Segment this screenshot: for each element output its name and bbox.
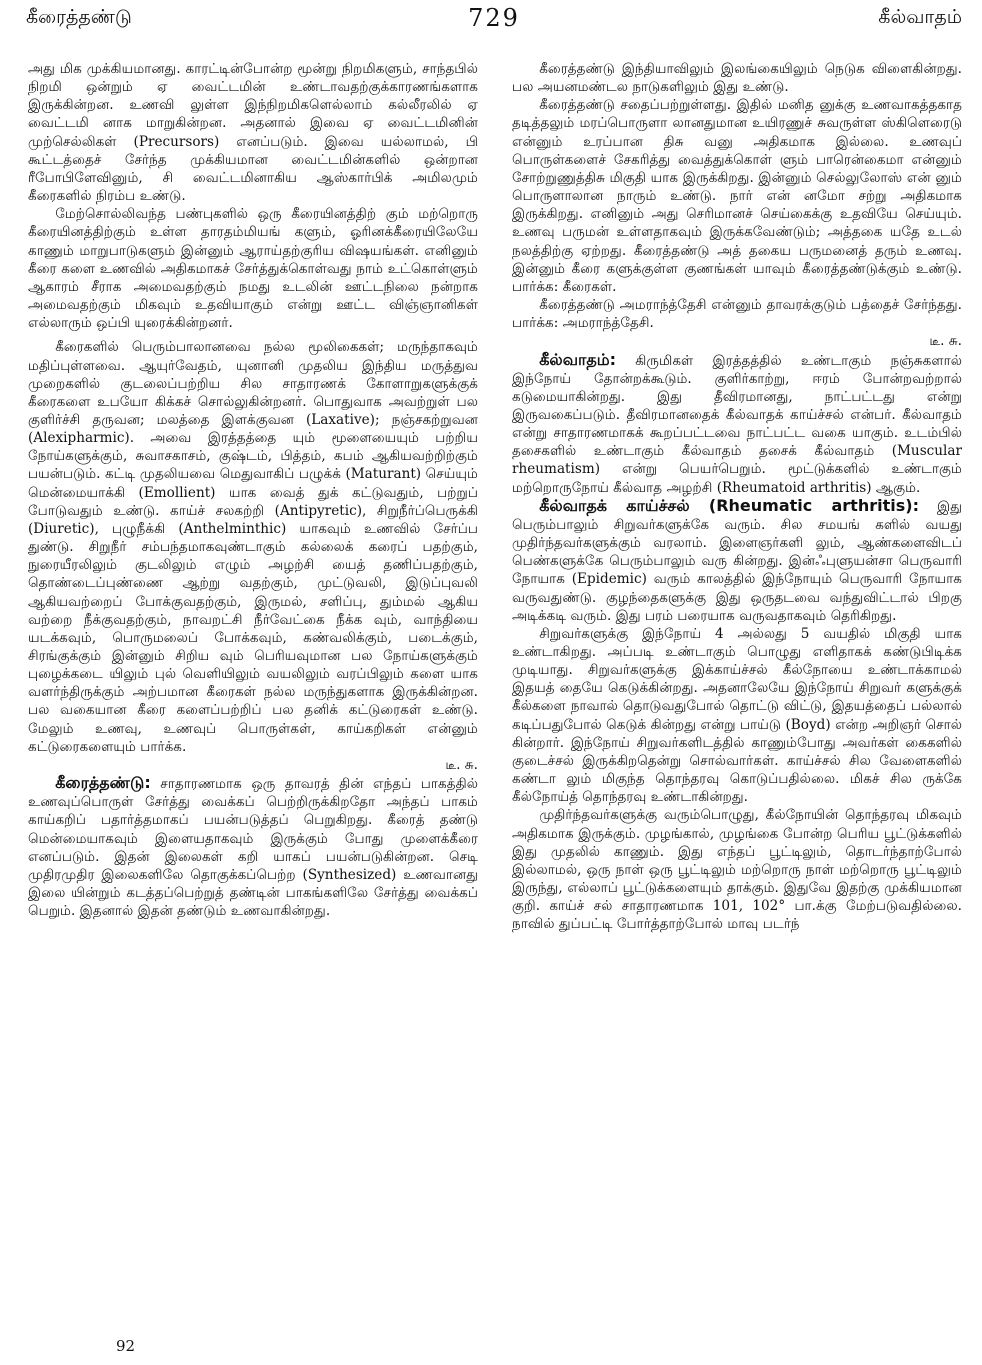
subentry-headword: கீல்வாதக் காய்ச்சல் (Rheumatic arthritis): — [539, 495, 919, 515]
header-right-title: கீல்வாதம் — [878, 6, 962, 28]
running-header — [26, 4, 962, 38]
entry-headword: கீரைத்தண்டு: — [55, 773, 151, 793]
paragraph: முதிர்ந்தவர்களுக்கு வரும்பொழுது, கீல்நோயின் தொந்தரவு மிகவும் அதிகமாக இருக்கும். முழங்கால், முழங்கை போன்ற பெரிய பூட்டுக்களில் இது முதலில் காணும். இது எந்தப் பூட்டிலும், தொடர்ந்தாற்போல் இல்லாமல், ஒரு நாள் ஒரு பூட்டிலும் மற்றொரு நாள் மற்றொரு பூட்டிலும் இருந்து, எல்லாப் பூட்டுக்களையும் தாக்கும். இதுவே இதற்கு முக்கியமான குறி. காய்ச் சல் சாதாரணமாக 101, 102° பா.க்கு மேற்படுவதில்லை. நாவில் துப்பட்டி போர்த்தாற்போல் மாவு படர்ந் — [512, 807, 962, 933]
paragraph: அது மிக முக்கியமானது. காரட்டின்போன்ற மூன்று நிறமிகளும், சாந்தபில் நிறமி ஒன்றும் ஏ வைட்டமின் உண்டாவதற்குக்காரணங்களாக இருக்கின்றன. உணவி லுள்ள இந்நிறமிகளெல்லாம் கல்லீரலில் ஏ வைட்டமி னாக மாறுகின்றன. அதனால் இவை ஏ வைட்டமினின் முற்செல்லிகள் (Precursors) எனப்படும். இவை யல்லாமல், பி கூட்டத்தைச் சேர்ந்த முக்கியமான வைட்டமின்களில் ஒன்றான ரீபோபிளேவினும், சி வைட்டமினாகிய ஆஸ்கார்பிக் அமிலமும் கீரைகளில் நிரம்ப உண்டு. — [28, 61, 478, 205]
subentry-text: இது பெரும்பாலும் சிறுவர்களுக்கே வரும். சில சமயங் களில் வயது முதிர்ந்தவர்களுக்கும் வரலாம். இளைஞர்களி லும், ஆண்களைவிடப் பெண்களுக்கே பெரும்பாலும் வரு கின்றது. இன்ஃபுளுயன்சா பெருவாரி நோயாக (Epidemic) வரும் காலத்தில் இந்நோயும் பெருவாரி நோயாக வருவதுண்டு. குழந்தைகளுக்கு இது ஒருதடவை வந்துவிட்டால் பிறகு அடிக்கடி வரும். இது பரம் பரையாக வருவதாகவும் தெரிகிறது. — [512, 498, 963, 624]
folio-number: 92 — [116, 1337, 136, 1355]
paragraph: கீரைத்தண்டு அமராந்த்தேசி என்னும் தாவரக்குடும் பத்தைச் சேர்ந்தது. பார்க்க: அமராந்த்தேசி. — [512, 297, 962, 332]
right-column — [512, 60, 962, 934]
left-column — [28, 60, 478, 920]
author-initials: டீ. சு. — [929, 333, 962, 350]
entry-text: சாதாரணமாக ஒரு தாவரத் தின் எந்தப் பாகத்தில் உணவுப்பொருள் சேர்த்து வைக்கப் பெற்றிருக்கிறதோ அந்தப் பாகம் காய்கறிப் பதார்த்தமாகப் பயன்படுத்தப் பெறுகிறது. கீரைத் தண்டு மென்மையாகவும் இளையதாகவும் இருக்கும் போது முளைக்கீரை எனப்படும். இதன் இலைகள் கறி யாகப் பயன்படுகின்றன. செடி முதிரமுதிர இலைகளிலே தொகுக்கப்பெற்ற (Synthesized) உணவானது இலை யின்றும் கடத்தப்பெற்றுத் தண்டின் பாகங்களிலே சேர்த்து வைக்கப் பெறும். இதனால் இதன் தண்டும் உணவாகின்றது. — [28, 776, 478, 920]
paragraph: கீரைத்தண்டு இந்தியாவிலும் இலங்கையிலும் நெடுக விளைகின்றது. பல அயனமண்டல நாடுகளிலும் இது உண்டு. — [512, 61, 962, 96]
paragraph: கீரைகளில் பெரும்பாலானவை நல்ல மூலிகைகள்; மருந்தாகவும் மதிப்புள்ளவை. ஆயுர்வேதம், யுனானி முதலிய இந்திய மருத்துவ முறைகளில் குடலைப்பற்றிய சில சாதாரணக் கோளாறுகளுக்குக் கீரைகளை உபயோ கிக்கச் சொல்லுகின்றனர். பொதுவாக அவற்றுள் பல குளிர்ச்சி தருவன; மலத்தை இளக்குவன (Laxative); நஞ்சகற்றுவன (Alexipharmic). அவை இரத்தத்தை யும் மூளையையும் பற்றிய நோய்களுக்கும், சுவாசகாசம், குஷ்டம், பித்தம், கபம் ஆகியவற்றிற்கும் பயன்படும். கட்டி முதலியவை மெதுவாகிப் பழுக்க் (Maturant) செய்யும் மென்மையாக்கி (Emollient) யாக வைத் துக் கட்டுவதும், பற்றுப் போடுவதும் உண்டு. காய்ச் சலகற்றி (Antipyretic), சிறுநீர்ப்பெருக்கி (Diuretic), புழுநீக்கி (Anthelminthic) யாகவும் உணவில் சேர்ப்ப துண்டு. சிறுநீர் சம்பந்தமாகவுண்டாகும் கல்லைக் கரைப் பதற்கும், நுரையீரலிலும் குடலிலும் எழும் அழற்சி யைத் தணிப்பதற்கும், தொண்டைப்புண்ணை ஆற்று வதற்கும், முட்டுவலி, இடுப்புவலி ஆகியவற்றைப் போக்குவதற்கும், இருமல், சளிப்பு, தும்மல் ஆகிய வற்றை நீக்குவதற்கும், நாவறட்சி நீர்வேட்கை நீக்க வும், வாந்தியை யடக்கவும், பொருமலைப் போக்கவும், கண்வலிக்கும், படைக்கும், சிரங்குக்கும் இன்னும் சிறிய வும் பெரியவுமான பல நோய்களுக்கும் புழைக்கடை யிலும் புல் வெளியிலும் வயலிலும் வரப்பிலும் களை யாக வளர்ந்திருக்கும் அற்பமான கீரைகள் நல்ல மருந்துகளாக இருக்கின்றன. பல வகையான கீரை களைப்பற்றிப் பல தனிக் கட்டுரைகள் உண்டு. மேலும் உணவு, உணவுப் பொருள்கள், காய்கறிகள் என்னும் கட்டுரைகளையும் பார்க்க. — [28, 339, 478, 755]
paragraph: கீரைத்தண்டு சதைப்பற்றுள்ளது. இதில் மனித னுக்கு உணவாகத்தகாத தடித்தலும் மரப்பொருளா லானதுமான உயிரணுச் சுவருள்ள ஸ்கிளெரைடு என்னும் உரப்பான திசு வனு அதிகமாக இல்லை. உணவுப் பொருள்களைச் சேகரித்து வைத்துக்கொள் ளும் பாரென்கைமா என்னும் சோற்றுணுத்திசு மிகுதி யாக இருக்கிறது. இன்னும் செல்லுலோஸ் என் னும் பொருளாலான நாரும் உண்டு. நார் என் னமோ சற்று அதிகமாக இருக்கிறது. எனினும் அது செரிமானச் செய்கைக்கு உதவியே செய்யும். உணவு பருமன் உள்ளதாகவும் இருக்கவேண்டும்; அத்தகை யதே உடல் நலத்திற்கு ஏற்றது. கீரைத்தண்டு அத் தகைய பருமனைத் தரும் உணவு. இன்னும் கீரை களுக்குள்ள குணங்கள் யாவும் கீரைத்தண்டுக்கும் உண்டு. பார்க்க: கீரைகள். — [512, 97, 962, 295]
paragraph: மேற்சொல்லிவந்த பண்புகளில் ஒரு கீரையினத்திற் கும் மற்றொரு கீரையினத்திற்கும் உள்ள தாரதம்மியங் களும், ஓரினக்கீரையிலேயே காணும் மாறுபாடுகளும் இன்னும் ஆராய்தற்குரிய விஷயங்கள். எனினும் கீரை களை உணவில் அதிகமாகச் சேர்த்துக்கொள்வது நாம் உட்கொள்ளும் ஆகாரம் சீராக அமைவதற்கும் நமது உடலின் ஊட்டநிலை நன்றாக அமைவதற்கும் மிகவும் உதவியாகும் என்று ஊட்ட விஞ்ஞானிகள் எல்லாரும் ஒப்பி யுரைக்கின்றனர். — [28, 206, 478, 332]
page-number: 729 — [468, 4, 520, 32]
entry-paragraph — [28, 774, 478, 920]
paragraph: சிறுவர்களுக்கு இந்நோய் 4 அல்லது 5 வயதில் மிகுதி யாக உண்டாகிறது. அப்படி உண்டாகும் பொழுது எளிதாகக் கண்டுபிடிக்க முடியாது. சிறுவர்களுக்கு இக்காய்ச்சல் கீல்நோயை உண்டாக்காமல் இதயத் தையே கெடுக்கின்றது. அதனாலேயே இந்நோய் சிறுவர் களுக்குக் கீல்களை நாவால் தொடுவதுபோல் தொட்டு விட்டு, இதயத்தைப் பல்லால் கடிப்பதுபோல் கெடுக் கின்றது என்று பாய்டு (Boyd) என்ற அறிஞர் சொல் கின்றார். இந்நோய் சிறுவர்களிடத்தில் காணும்போது அவர்கள் கைகளில் குடைச்சல் இருக்கிறதென்று சொல்வார்கள். காய்ச்சல் சில வேளைகளில் கண்டா லும் மிகுந்த தொந்தரவு கொடுப்பதில்லை. மிகச் சில ருக்கே கீல்நோய்த் தொந்தரவு உண்டாகின்றது. — [512, 625, 962, 806]
author-initials: டீ. சு. — [445, 756, 478, 773]
entry-text: கிருமிகள் இரத்தத்தில் உண்டாகும் நஞ்சுகளால் இந்நோய் தோன்றக்கூடும். குளிர்காற்று, ஈரம் போன்றவற்றால் கடுமையாகின்றது. இது தீவிரமானது, நாட்பட்டது என்று இருவகைப்படும். தீவிரமானதைக் கீல்வாதக் காய்ச்சல் என்பர். கீல்வாதம் என்று சாதாரணமாகக் கூறப்பட்டவை நாட்பட்ட வகை யாகும். உடம்பில் தசைகளில் உண்டாகும் கீல்வாதம் தசைக் கீல்வாதம் (Muscular rheumatism) என்று பெயர்பெறும். மூட்டுக்களில் உண்டாகும் மற்றொருநோய் கீல்வாத அழற்சி (Rheumatoid arthritis) ஆகும். — [512, 352, 962, 496]
entry-headword: கீல்வாதம்: — [539, 349, 617, 369]
subentry-paragraph — [512, 497, 962, 625]
entry-paragraph — [512, 351, 962, 497]
header-left-title: கீரைத்தண்டு — [26, 6, 132, 28]
